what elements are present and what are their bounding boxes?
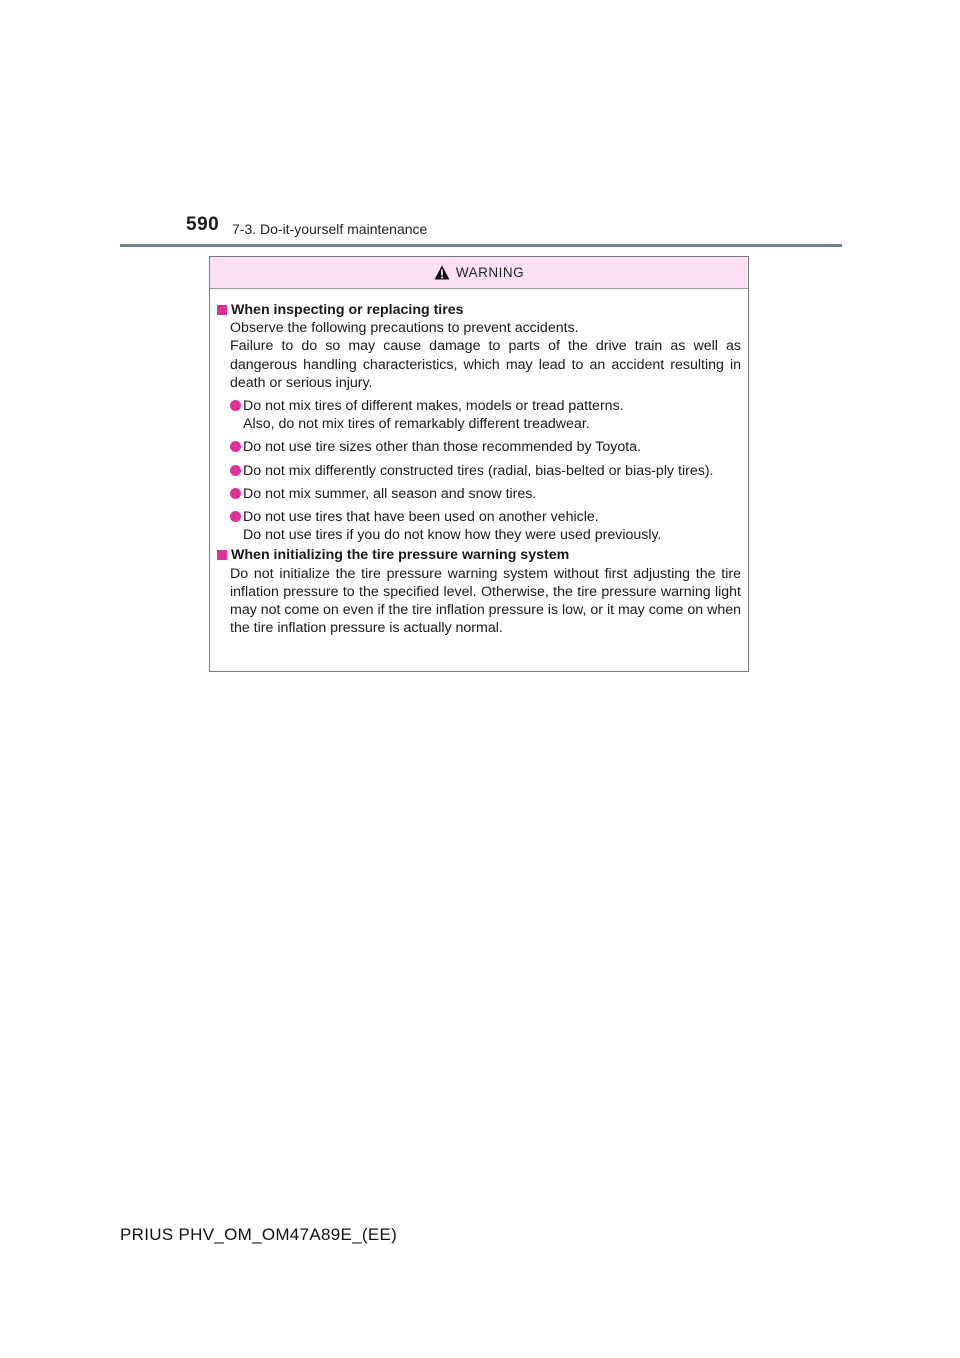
warning-header xyxy=(210,257,748,289)
list-item: Do not mix summer, all season and snow tires. xyxy=(230,485,741,503)
section-heading-inspecting: When inspecting or replacing tires xyxy=(217,301,741,319)
warning-label: WARNING xyxy=(455,265,525,280)
model-code-footer: PRIUS PHV_OM_OM47A89E_(EE) xyxy=(120,1225,398,1244)
circle-bullet-icon xyxy=(230,465,241,476)
circle-bullet-icon xyxy=(230,441,241,452)
page-number: 590 xyxy=(186,214,220,235)
warning-body xyxy=(210,289,748,637)
square-bullet-icon xyxy=(217,305,227,315)
circle-bullet-icon xyxy=(230,400,241,411)
warning-triangle-icon xyxy=(434,265,450,280)
section-title: 7-3. Do-it-yourself maintenance xyxy=(232,221,428,237)
section-paragraph: Do not initialize the tire pressure warning system without first adjusting the tire inflation pressure to the specified level. Otherwise, the tire pressure warning light may not come on even if the tire inflation pressure is low, or it may come on when the tire inflation pressure is actually normal. xyxy=(230,565,741,637)
list-item: Do not mix tires of different makes, models or tread patterns. Also, do not mix tires of remarkably different treadwear. xyxy=(230,397,741,433)
precaution-list xyxy=(230,397,741,544)
square-bullet-icon xyxy=(217,550,227,560)
header-rule xyxy=(120,244,842,247)
circle-bullet-icon xyxy=(230,488,241,499)
section-heading-initializing: When initializing the tire pressure warning system xyxy=(217,546,741,564)
section-paragraph: Observe the following precautions to prevent accidents. Failure to do so may cause damage to parts of the drive train as well as dangerous handling characteristics, which may lead to an accident resulting in death or serious injury. xyxy=(230,320,741,391)
circle-bullet-icon xyxy=(230,511,241,522)
list-item: Do not mix differently constructed tires (radial, bias-belted or bias-ply tires). xyxy=(230,462,741,480)
list-item: Do not use tire sizes other than those recommended by Toyota. xyxy=(230,438,741,456)
list-item: Do not use tires that have been used on another vehicle. Do not use tires if you do not know how they were used previously. xyxy=(230,508,741,544)
warning-box xyxy=(209,256,749,672)
